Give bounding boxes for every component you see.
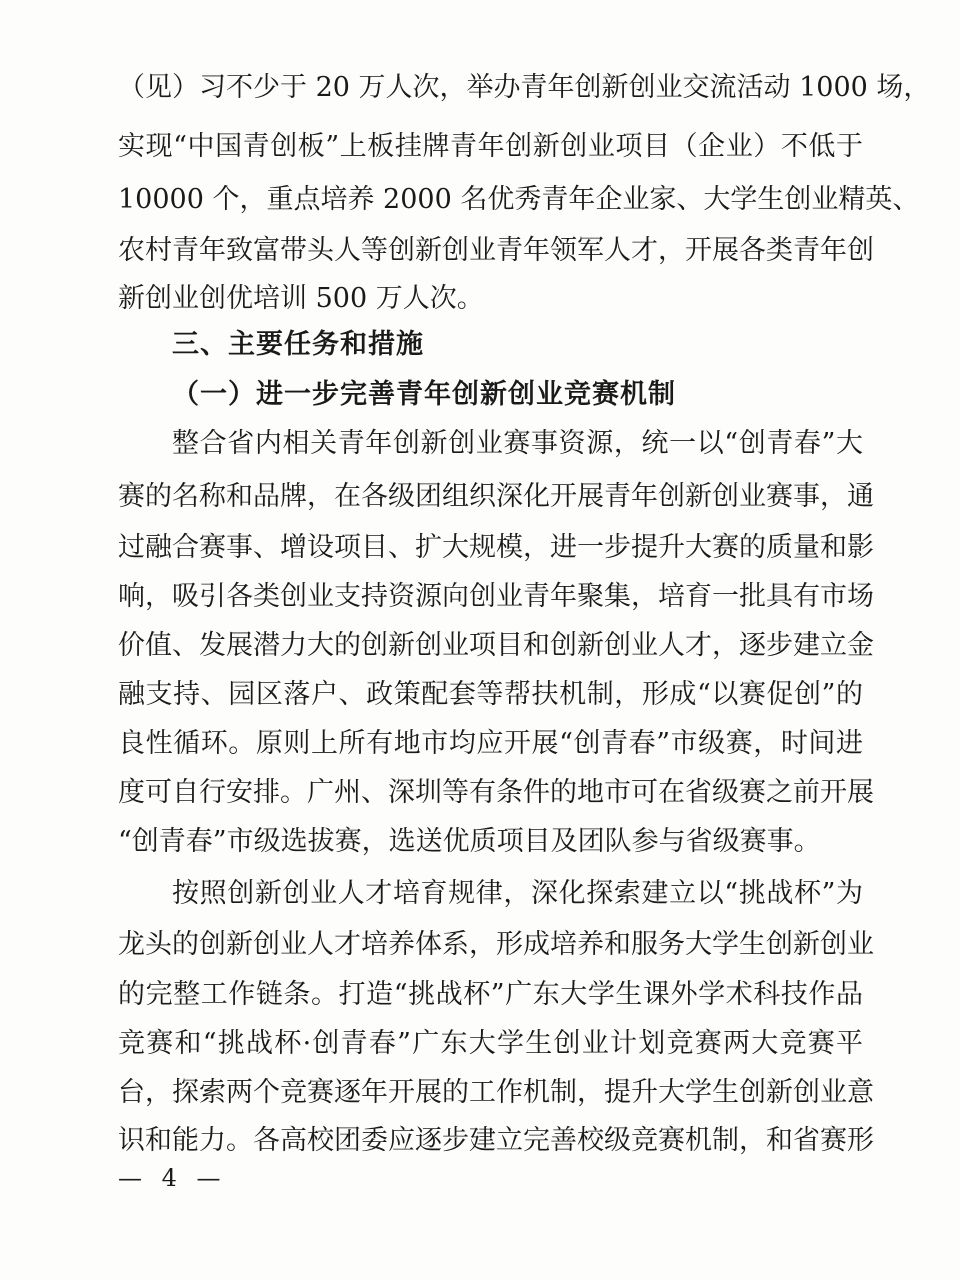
challenge-line-4: 竞赛和“挑战杯·创青春”广东大学生创业计划竞赛两大竞赛平: [118, 1028, 863, 1059]
competition-line-9: “创青春”市级选拔赛，选送优质项目及团队参与省级赛事。: [118, 826, 821, 857]
challenge-line-2: 龙头的创新创业人才培养体系，形成培养和服务大学生创新创业: [118, 929, 874, 960]
challenge-line-3: 的完整工作链条。打造“挑战杯”广东大学生课外学术科技作品: [118, 979, 863, 1010]
intro-line-4: 农村青年致富带头人等创新创业青年领军人才，开展各类青年创: [118, 235, 874, 266]
intro-line-3: 10000 个，重点培养 2000 名优秀青年企业家、大学生创业精英、: [118, 184, 920, 215]
competition-line-8: 度可自行安排。广州、深圳等有条件的地市可在省级赛之前开展: [118, 777, 874, 808]
challenge-line-6: 识和能力。各高校团委应逐步建立完善校级竞赛机制，和省赛形: [118, 1125, 874, 1156]
competition-line-4: 响，吸引各类创业支持资源向创业青年聚集，培育一批具有市场: [118, 581, 874, 612]
challenge-line-1: 按照创新创业人才培育规律，深化探索建立以“挑战杯”为: [172, 878, 863, 909]
competition-line-1: 整合省内相关青年创新创业赛事资源，统一以“创青春”大: [172, 428, 863, 459]
competition-line-7: 良性循环。原则上所有地市均应开展“创青春”市级赛，时间进: [118, 728, 863, 759]
competition-line-6: 融支持、园区落户、政策配套等帮扶机制，形成“以赛促创”的: [118, 679, 863, 710]
competition-line-2: 赛的名称和品牌，在各级团组织深化开展青年创新创业赛事，通: [118, 481, 874, 512]
page-number: — 4 —: [118, 1164, 227, 1192]
competition-line-5: 价值、发展潜力大的创新创业项目和创新创业人才，逐步建立金: [118, 630, 874, 661]
challenge-line-5: 台，探索两个竞赛逐年开展的工作机制，提升大学生创新创业意: [118, 1077, 874, 1108]
intro-line-1: （见）习不少于 20 万人次，举办青年创新创业交流活动 1000 场，: [118, 72, 931, 103]
intro-line-2: 实现“中国青创板”上板挂牌青年创新创业项目（企业）不低于: [118, 131, 863, 162]
subsection-heading: （一）进一步完善青年创新创业竞赛机制: [172, 379, 676, 410]
intro-line-5: 新创业创优培训 500 万人次。: [118, 283, 484, 314]
competition-line-3: 过融合赛事、增设项目、扩大规模，进一步提升大赛的质量和影: [118, 532, 874, 563]
section-heading: 三、主要任务和措施: [172, 329, 424, 360]
